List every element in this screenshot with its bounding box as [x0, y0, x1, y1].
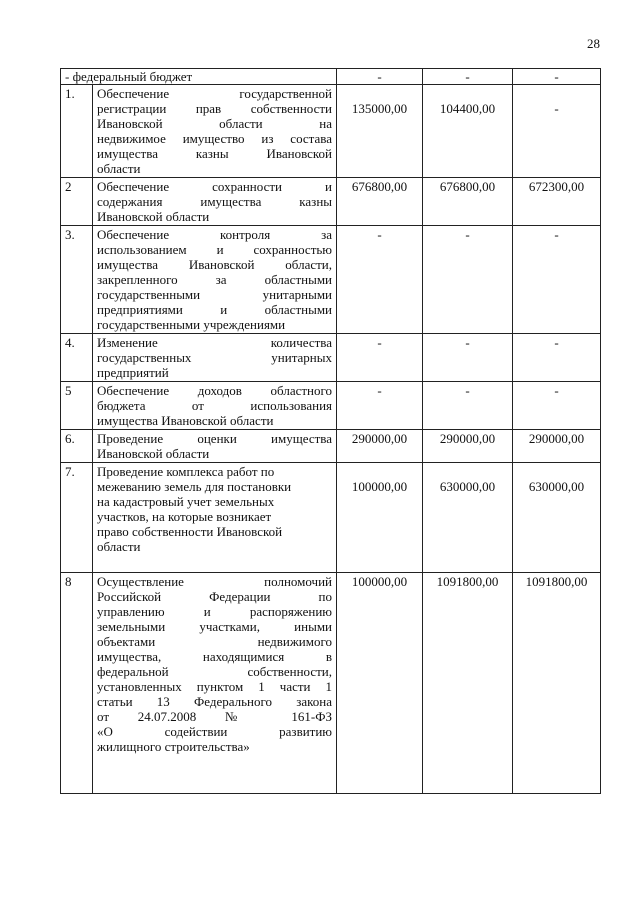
- desc-line: области: [97, 539, 141, 554]
- desc-line: межеванию земель для постановки: [97, 479, 292, 494]
- row-number: 6.: [61, 430, 93, 463]
- desc-line: предприятий: [97, 365, 169, 380]
- value-cell-2: 676800,00: [423, 178, 513, 226]
- row-description: [93, 226, 337, 334]
- value-cell-3: -: [513, 69, 601, 85]
- value-cell-3: 1091800,00: [513, 573, 601, 794]
- desc-line: Изменение количества: [97, 335, 333, 350]
- value-cell-1: 100000,00: [337, 573, 423, 794]
- row-description: [93, 463, 337, 573]
- row-description: [93, 430, 337, 463]
- desc-line: государственными унитарными: [97, 287, 333, 302]
- federal-budget-row: [61, 69, 601, 85]
- desc-line: имущества Ивановской области: [97, 413, 274, 428]
- table-row: [61, 334, 601, 382]
- federal-budget-label: - федеральный бюджет: [61, 69, 337, 85]
- row-description: [93, 334, 337, 382]
- row-description: [93, 382, 337, 430]
- desc-line: недвижимое имущество из состава: [97, 131, 333, 146]
- table-row: [61, 430, 601, 463]
- row-description: [93, 178, 337, 226]
- value-cell-1: 100000,00: [337, 463, 423, 573]
- desc-line: статьи 13 Федерального закона: [97, 694, 333, 709]
- desc-line: право собственности Ивановской: [97, 524, 283, 539]
- row-number: 8: [61, 573, 93, 794]
- row-number: 2: [61, 178, 93, 226]
- value-cell-1: 676800,00: [337, 178, 423, 226]
- row-number: 1.: [61, 85, 93, 178]
- row-number: 7.: [61, 463, 93, 573]
- desc-line: Обеспечение контроля за: [97, 227, 333, 242]
- value-cell-2: -: [423, 382, 513, 430]
- table-row: [61, 463, 601, 573]
- table-row: [61, 382, 601, 430]
- desc-line: предприятиями и областными: [97, 302, 333, 317]
- value-cell-3: 672300,00: [513, 178, 601, 226]
- page-number: 28: [587, 36, 600, 51]
- desc-line: закрепленного за областными: [97, 272, 333, 287]
- value-cell-3: -: [513, 334, 601, 382]
- value-cell-2: -: [423, 226, 513, 334]
- value-cell-3: -: [513, 382, 601, 430]
- value-cell-1: -: [337, 334, 423, 382]
- table-row: [61, 85, 601, 178]
- desc-line: регистрации прав собственности: [97, 101, 333, 116]
- value-cell-2: 630000,00: [423, 463, 513, 573]
- budget-table: [60, 68, 601, 794]
- desc-line: на кадастровый учет земельных: [97, 494, 275, 509]
- desc-line: имущества, находящимися в: [97, 649, 333, 664]
- value-cell-1: 135000,00: [337, 85, 423, 178]
- desc-line: Проведение оценки имущества: [97, 431, 333, 446]
- desc-line: Обеспечение сохранности и: [97, 179, 333, 194]
- row-description: [93, 85, 337, 178]
- desc-line: объектами недвижимого: [97, 634, 333, 649]
- desc-line: имущества казны Ивановской: [97, 146, 333, 161]
- row-number: 4.: [61, 334, 93, 382]
- desc-line: Ивановской области: [97, 446, 210, 461]
- desc-line: федеральной собственности,: [97, 664, 333, 679]
- table-row: [61, 226, 601, 334]
- desc-line: Обеспечение доходов областного: [97, 383, 333, 398]
- value-cell-3: 290000,00: [513, 430, 601, 463]
- value-cell-3: -: [513, 85, 601, 178]
- row-number: 3.: [61, 226, 93, 334]
- desc-line: установленных пунктом 1 части 1: [97, 679, 333, 694]
- desc-line: «О содействии развитию: [97, 724, 333, 739]
- value-cell-1: -: [337, 69, 423, 85]
- desc-line: Российской Федерации по: [97, 589, 333, 604]
- value-cell-2: 290000,00: [423, 430, 513, 463]
- desc-line: содержания имущества казны: [97, 194, 333, 209]
- desc-line: области: [97, 161, 141, 176]
- desc-line: Ивановской области: [97, 209, 210, 224]
- value-cell-1: 290000,00: [337, 430, 423, 463]
- desc-line: государственных унитарных: [97, 350, 333, 365]
- value-cell-2: 104400,00: [423, 85, 513, 178]
- value-cell-2: 1091800,00: [423, 573, 513, 794]
- desc-line: использованием и сохранностью: [97, 242, 333, 257]
- desc-line: земельными участками, иными: [97, 619, 333, 634]
- desc-line: государственными учреждениями: [97, 317, 286, 332]
- desc-line: Обеспечение государственной: [97, 86, 333, 101]
- value-cell-2: -: [423, 69, 513, 85]
- value-cell-3: 630000,00: [513, 463, 601, 573]
- row-number: 5: [61, 382, 93, 430]
- table-row: [61, 573, 601, 794]
- value-cell-1: -: [337, 226, 423, 334]
- row-description: [93, 573, 337, 794]
- table-row: [61, 178, 601, 226]
- desc-line: жилищного строительства»: [97, 739, 250, 754]
- desc-line: имущества Ивановской области,: [97, 257, 333, 272]
- value-cell-1: -: [337, 382, 423, 430]
- desc-line: управлению и распоряжению: [97, 604, 333, 619]
- desc-line: Ивановской области на: [97, 116, 333, 131]
- value-cell-3: -: [513, 226, 601, 334]
- desc-line: Осуществление полномочий: [97, 574, 333, 589]
- desc-line: участков, на которые возникает: [97, 509, 272, 524]
- desc-line: бюджета от использования: [97, 398, 333, 413]
- desc-line: от 24.07.2008 № 161-ФЗ: [97, 709, 333, 724]
- value-cell-2: -: [423, 334, 513, 382]
- desc-line: Проведение комплекса работ по: [97, 464, 275, 479]
